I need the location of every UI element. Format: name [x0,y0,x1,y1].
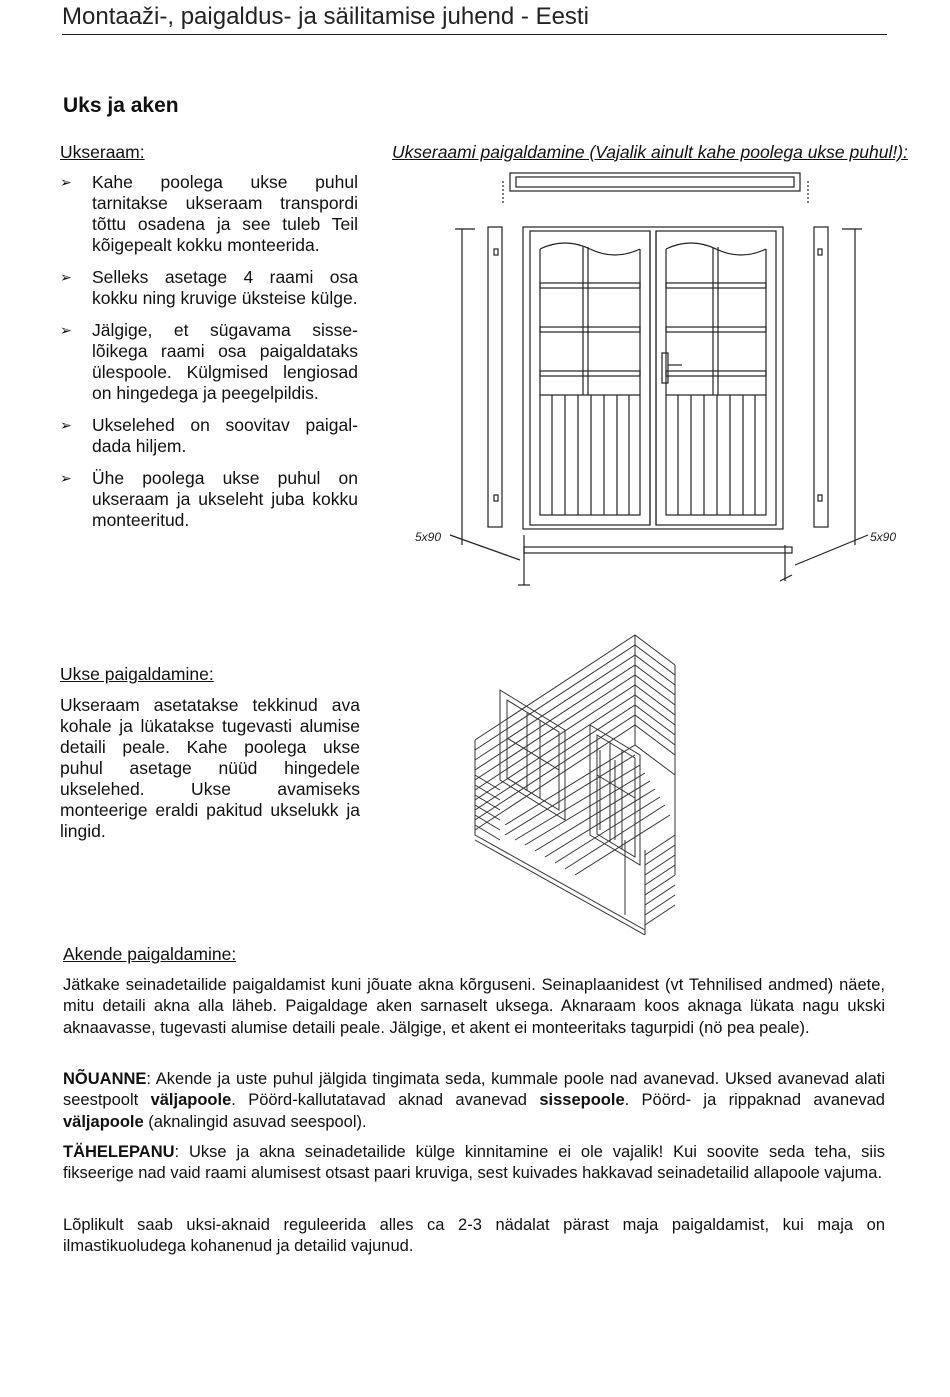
advice-label: NÕUANNE [63,1070,147,1088]
left-door-leaf [530,231,650,525]
arrow-bullet-icon: ➢ [60,174,72,190]
windows-paragraph-3: TÄHELEPANU: Ukse ja akna seinadetailide külge kinnitamine ei ole vajalik! Kui soovite seda teha, siis fikseerige nad vaid raami alumisest otsast paari kruviga, sest kuivades hakkavad seinadetailid allapoole vajuma. [63,1143,885,1183]
right-door-leaf [656,231,776,525]
windows-paragraph-1: Jätkake seinadetailide paigaldamist kuni jõuate akna kõrguseni. Seinaplaanidest (vt Tehnilised andmed) näete, mitu detaili akna alla läheb. Paigaldage aken sarnaselt uksega. Aknaraam koos aknaga lükata nagu ukski aknaavasse, tugevasti alumise detaili peale. Jälgige, et akent ei monteeritaks tagurpidi (nö pea peale). [63,976,885,1037]
list-item: ➢ Kahe poolega ukse puhul tarnitakse ukseraam transpordi tõttu osadena ja see tuleb Teil kõigepealt kokku monteerida. [60,172,358,255]
windows-paragraph-4: Lõplikult saab uksi-aknaid reguleerida alles ca 2-3 nädalat pärast maja paigaldamist, kui maja on ilmastikuoludega kohanenud ja detailid vajunud. [63,1216,885,1256]
list-item: ➢ Selleks asetage 4 raami osa kokku ning kruvige üksteise külge. [60,267,358,308]
windows-heading: Akende paigaldamine: [63,944,237,964]
arrow-bullet-icon: ➢ [60,269,72,285]
bottom-frame-piece [524,547,792,553]
frame-figure-caption: Ukseraami paigaldamine (Vajalik ainult kahe poolega ukse puhul!): [392,142,908,162]
list-item: ➢ Jälgige, et sügavama sisse-lõikega raami osa paigaldataks ülespoole. Külgmised lengiosad on hingedega ja peegelpildis. [60,320,358,403]
header-title: Montaaži-, paigaldus- ja säilitamise juhend - Eesti [62,3,589,30]
windows-paragraph-2: NÕUANNE: Akende ja uste puhul jälgida tingimata seda, kummale poole nad avanevad. Uksed avanevad alati seestpoolt väljapoole. Pöörd-kallutatavad aknad avanevad sissepoole. Pöörd- ja rippaknad avanevad väljapoole (aknalingid asuvad seespool). [63,1070,885,1131]
window-frame [500,690,565,820]
list-item: ➢ Ukselehed on soovitav paigal-dada hiljem. [60,415,358,456]
double-door [523,227,783,529]
section-title: Uks ja aken [63,94,179,117]
attention-label: TÄHELEPANU [63,1143,175,1161]
screw-label-left: 5x90 [415,530,442,544]
door-install-heading: Ukse paigaldamine: [60,664,214,684]
door-install-text: Ukseraam asetatakse tekkinud ava kohale ja lükatakse tugevasti alumise detaili peale. Kahe poolega ukse puhul asetage nüüd hingedele ukselehed. Ukse avamiseks monteerige eraldi pakitud ukselukk ja lingid. [60,695,360,841]
frame-bullet-list [60,172,358,542]
right-side-post [814,227,828,527]
document-header [62,2,887,35]
cabin-isometric-diagram [465,625,680,935]
top-frame-piece [510,173,800,191]
arrow-bullet-icon: ➢ [60,417,72,433]
frame-heading: Ukseraam: [60,142,145,162]
door-handle [662,353,668,383]
door-frame-diagram [400,165,920,595]
list-item: ➢ Ühe poolega ukse puhul on ukseraam ja ukseleht juba kokku monteeritud. [60,468,358,530]
left-side-post [488,227,502,527]
arrow-bullet-icon: ➢ [60,470,72,486]
screw-label-right: 5x90 [870,530,897,544]
arrow-bullet-icon: ➢ [60,322,72,338]
